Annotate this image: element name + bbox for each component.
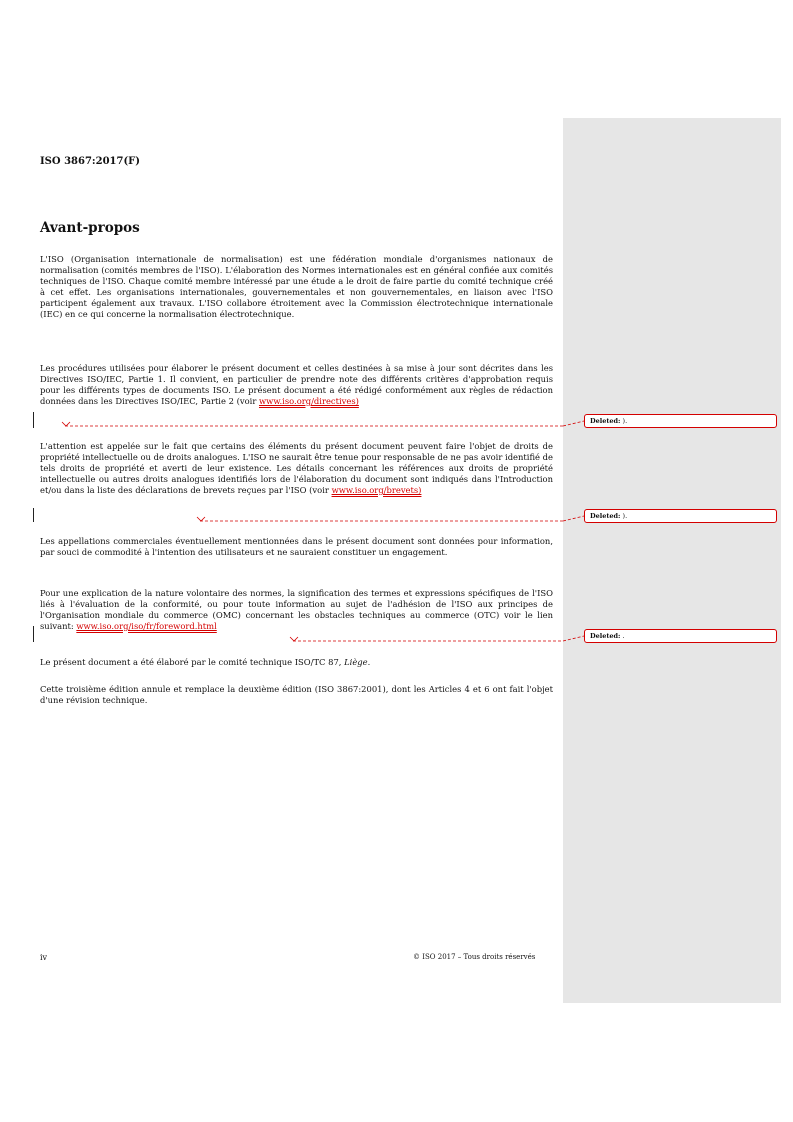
insertion-caret [62, 422, 70, 426]
copyright-notice: © ISO 2017 – Tous droits réservés [413, 953, 536, 961]
paragraph-1: L'ISO (Organisation internationale de normalisation) est une fédération mondiale d'organismes nationaux de normalisation (comités membres de l'ISO). L'élaboration des Normes internationales est en général confiée aux comités techniques de l'ISO. Chaque comité membre intéressé par une étude a le droit de faire partie du comité technique créé à cet effet. Les organisations internationales, gouvernementales et non gouvernementales, en liaison avec l'ISO participent également aux travaux. L'ISO collabore étroitement avec la Commission électrotechnique internationale (IEC) en ce qui concerne la normalisation électrotechnique. [40, 254, 553, 319]
paragraph-6-end: . [367, 657, 371, 667]
patents-link[interactable]: www.iso.org/brevets) [331, 485, 422, 495]
comment-label: Deleted: [590, 417, 621, 425]
directives-link[interactable]: www.iso.org/directives) [258, 396, 359, 406]
comment-text: . [622, 632, 625, 640]
comment-label: Deleted: [590, 632, 621, 640]
leader-line [563, 636, 584, 641]
paragraph-6-text: Le présent document a été élaboré par le comité technique ISO/TC 87, [40, 657, 345, 667]
paragraph-3-text: L'attention est appelée sur le fait que certains des éléments du présent document peuvent faire l'objet de droits de propriété intellectuelle ou de droits analogues. L'ISO ne saurait être tenue pour responsable de ne pas avoir identifié de tels droits de propriété et averti de leur existence. Les détails concernant les références aux droits de propriété intellectuelle ou autres droits analogues identifiés lors de l'élaboration du document sont indiqués dans l'Introduction et/ou dans la liste des déclarations de brevets reçues par l'ISO (voir [40, 441, 553, 495]
leader-line [563, 516, 584, 521]
foreword-link[interactable]: www.iso.org/iso/fr/foreword.html [76, 621, 217, 631]
comment-text: ). [622, 512, 628, 520]
paragraph-2-text: Les procédures utilisées pour élaborer le présent document et celles destinées à sa mise à jour sont décrites dans les Directives ISO/IEC, Partie 1. Il convient, en particulier de prendre note des différents critères d'approbation requis pour les différents types de documents ISO. Le présent document a été rédigé conformément aux règles de rédaction données dans les Directives ISO/IEC, Partie 2 (voir [40, 363, 553, 406]
document-id: ISO 3867:2017(F) [40, 156, 141, 167]
comment-balloon[interactable] [584, 629, 777, 643]
section-heading: Avant-propos [40, 220, 140, 236]
paragraph-6-italic: Liège [344, 657, 368, 667]
insertion-caret [197, 517, 205, 521]
comment-label: Deleted: [590, 512, 621, 520]
leader-line [563, 421, 584, 426]
paragraph-4: Les appellations commerciales éventuellement mentionnées dans le présent document sont données pour information, par souci de commodité à l'intention des utilisateurs et ne sauraient constituer un engagement. [40, 536, 553, 557]
comment-balloon[interactable] [584, 509, 777, 523]
comment-text: ). [622, 417, 628, 425]
page-number: iv [40, 953, 48, 962]
paragraph-7: Cette troisième édition annule et remplace la deuxième édition (ISO 3867:2001), dont les Articles 4 et 6 ont fait l'objet d'une révision technique. [40, 684, 553, 705]
paragraph-5-text: Pour une explication de la nature volontaire des normes, la signification des termes et expressions spécifiques de l'ISO liés à l'évaluation de la conformité, ou pour toute information au sujet de l'adhésion de l'ISO aux principes de l'Organisation mondiale du commerce (OMC) concernant les obstacles techniques au commerce (OTC) voir le lien suivant: [40, 588, 553, 631]
insertion-caret [290, 637, 298, 641]
comment-balloon[interactable] [584, 414, 777, 428]
